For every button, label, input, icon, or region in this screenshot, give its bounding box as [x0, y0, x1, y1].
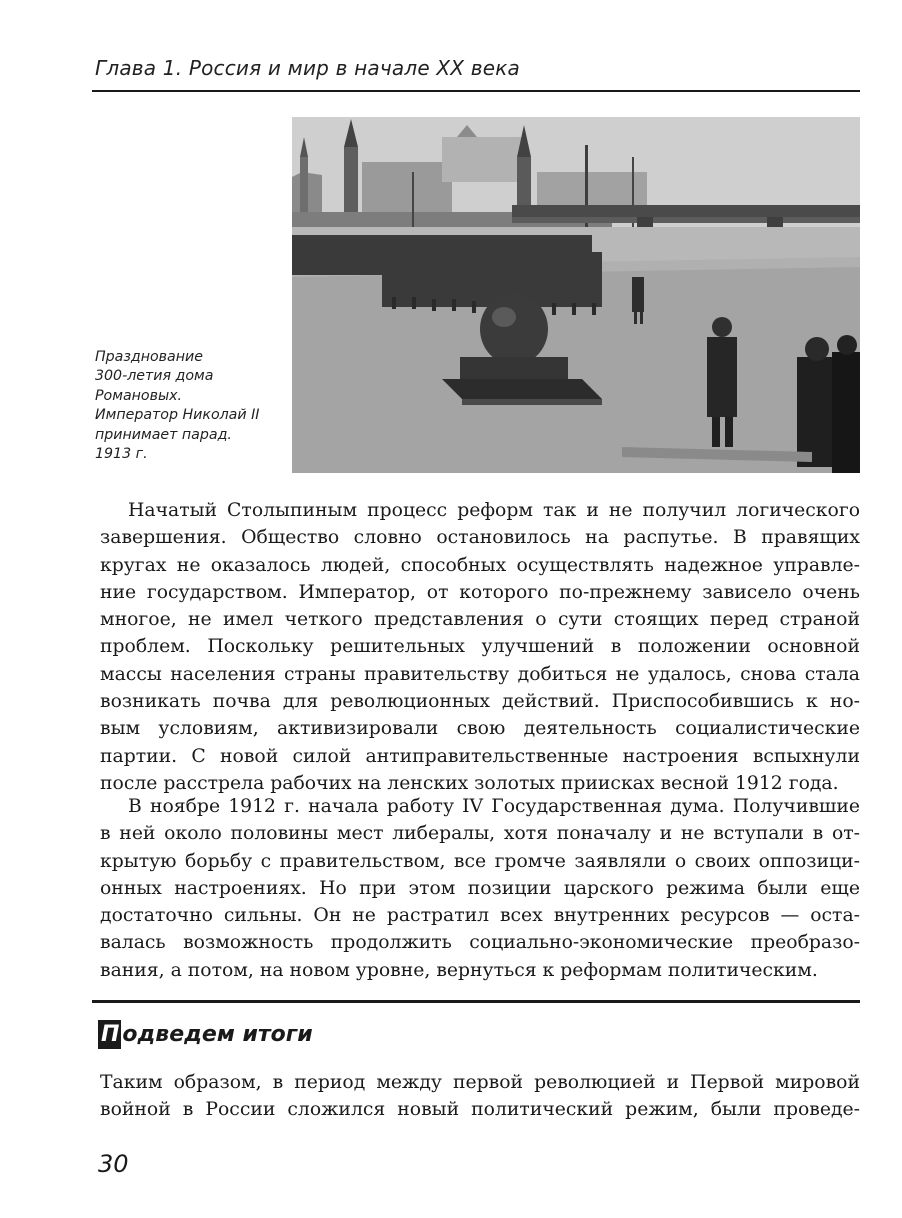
text-line: возникать почва для революционных действий. Приспособившись к но- [100, 691, 860, 713]
text-line: завершения. Общество словно остановилось на распутье. В правящих [100, 527, 860, 549]
text-line: вания, а потом, на новом уровне, вернуться к реформам политическим. [100, 959, 818, 981]
photo-caption [95, 348, 280, 464]
text-line: войной в России сложился новый политический режим, были проведе- [100, 1099, 860, 1121]
text-line: партии. С новой силой антиправительственные настроения вспыхнули [100, 745, 860, 767]
summary-paragraph [100, 1069, 860, 1124]
text-line: в ней около половины мест либералы, хотя поначалу и не вступали в от- [100, 823, 860, 845]
text-line: после расстрела рабочих на ленских золотых приисках весной 1912 года. [100, 772, 839, 794]
text-line: Начатый Столыпиным процесс реформ так и не получил логического [128, 500, 860, 521]
text-line: кругах не оказалось людей, способных осуществлять надежное управле- [100, 554, 860, 576]
text-line: массы населения страны правительству добиться не удалось, снова стала [100, 663, 860, 685]
section-heading [98, 1020, 313, 1049]
text-line: валась возможность продолжить социально-экономические преобразо- [100, 932, 860, 954]
parade-photo [292, 117, 860, 473]
paragraph-1 [100, 497, 860, 797]
text-line: достаточно сильны. Он не растратил всех внутренних ресурсов — оста- [100, 905, 860, 927]
text-line: Таким образом, в период между первой революцией и Первой мировой [100, 1072, 860, 1093]
text-line: онных настроениях. Но при этом позиции царского режима были еще [100, 877, 860, 899]
page-number: 30 [98, 1150, 129, 1178]
text-line: крытую борьбу с правительством, все громче заявляли о своих оппозици- [100, 850, 860, 872]
caption-line: 300-летия дома [95, 368, 214, 385]
text-line: ние государством. Император, от которого по-прежнему зависело очень [100, 581, 860, 603]
text-line: вым условиям, активизировали свою деятельность социалистические [100, 718, 860, 740]
heading-initial: П [98, 1020, 121, 1049]
caption-line: Император Николай II [95, 407, 260, 424]
paragraph-2 [100, 793, 860, 984]
text-line: многое, не имел четкого представления о сути стоящих перед страной [100, 609, 860, 631]
text-line: проблем. Поскольку решительных улучшений в положении основной [100, 636, 860, 658]
chapter-header: Глава 1. Россия и мир в начале XX века [95, 56, 520, 80]
caption-line: Романовых. [95, 387, 183, 404]
caption-line: 1913 г. [95, 446, 148, 463]
text-line: В ноябре 1912 г. начала работу IV Государственная дума. Получившие [128, 796, 860, 817]
section-divider [92, 1000, 860, 1003]
heading-rest: одведем итоги [122, 1022, 313, 1047]
caption-line: принимает парад. [95, 426, 232, 443]
caption-line: Празднование [95, 349, 203, 365]
header-divider [92, 90, 860, 92]
